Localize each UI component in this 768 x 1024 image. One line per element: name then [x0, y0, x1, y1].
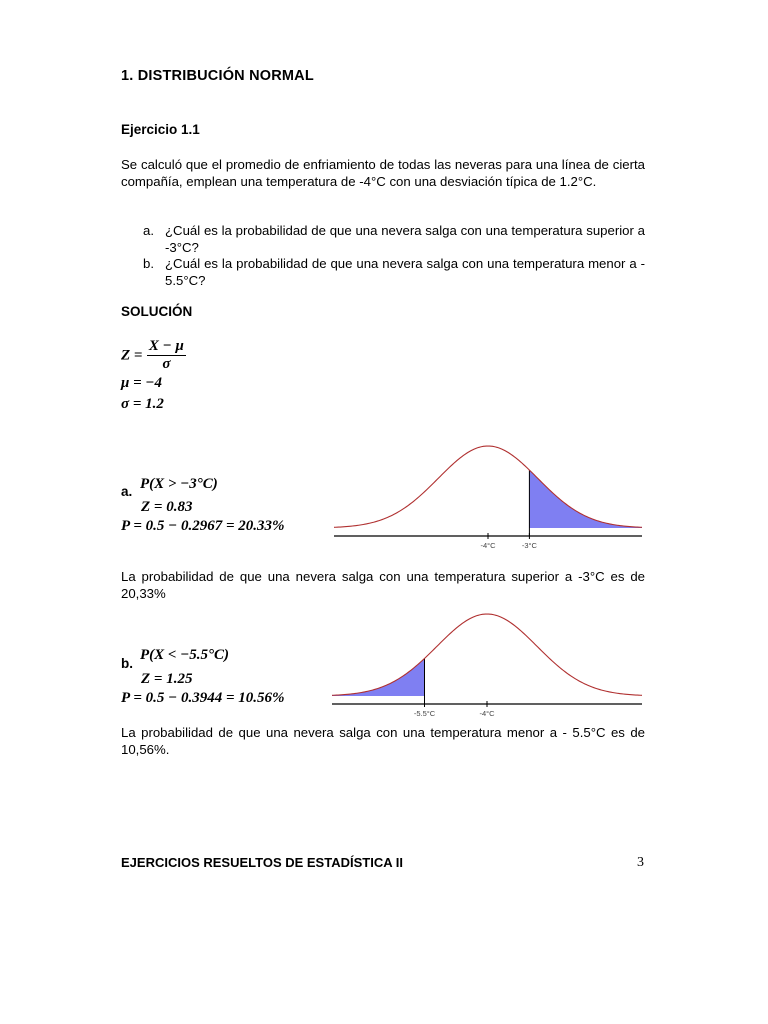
- page-number: 3: [637, 855, 644, 870]
- footer-title: EJERCICIOS RESUELTOS DE ESTADÍSTICA II: [121, 855, 403, 870]
- z-lhs: Z =: [121, 347, 143, 364]
- section-title: 1. DISTRIBUCIÓN NORMAL: [121, 68, 314, 84]
- part-a-result: La probabilidad de que una nevera salga con una temperatura superior a -3°C es de 20,33%: [121, 569, 645, 601]
- question-text: ¿Cuál es la probabilidad de que una nevera salga con una temperatura menor a - 5.5°C?: [165, 256, 645, 288]
- shaded-tail-area: [529, 470, 642, 528]
- z-formula: [121, 338, 186, 373]
- tick-label: -4°C: [479, 709, 495, 718]
- question-list: [143, 223, 645, 289]
- z-denominator: σ: [162, 356, 171, 372]
- part-b-marker: b.: [121, 656, 133, 671]
- density-curve: [334, 446, 642, 527]
- part-b-z: Z = 1.25: [141, 671, 193, 687]
- density-curve: [332, 614, 642, 695]
- part-b-result: La probabilidad de que una nevera salga con una temperatura menor a - 5.5°C es de 10,56%.: [121, 725, 645, 757]
- part-b-probability: P(X < −5.5°C): [140, 647, 230, 663]
- part-a-z: Z = 0.83: [141, 499, 193, 515]
- z-numerator: X − μ: [148, 338, 184, 354]
- question-item: [143, 223, 645, 256]
- normal-curve-a: [332, 440, 644, 552]
- part-a-probability: P(X > −3°C): [140, 476, 218, 492]
- tick-label: -4°C: [480, 541, 496, 550]
- intro-paragraph: Se calculó que el promedio de enfriamiento de todas las neveras para una línea de cierta compañía, emplean una temperatura de -4°C con una desviación típica de 1.2°C.: [121, 157, 645, 189]
- tick-label: -5.5°C: [413, 709, 436, 718]
- question-text: ¿Cuál es la probabilidad de que una nevera salga con una temperatura superior a -3°C?: [165, 223, 645, 255]
- z-fraction: [147, 338, 186, 373]
- tick-label: -3°C: [521, 541, 537, 550]
- sigma-value: σ = 1.2: [121, 396, 164, 412]
- part-b-p: P = 0.5 − 0.3944 = 10.56%: [121, 690, 285, 706]
- normal-curve-b: [330, 608, 644, 720]
- shaded-tail-area: [332, 658, 425, 696]
- question-marker: b.: [143, 256, 154, 271]
- exercise-title: Ejercicio 1.1: [121, 122, 200, 137]
- part-a-p: P = 0.5 − 0.2967 = 20.33%: [121, 518, 285, 534]
- solution-label: SOLUCIÓN: [121, 304, 193, 319]
- question-marker: a.: [143, 223, 154, 238]
- question-item: [143, 256, 645, 289]
- mu-value: μ = −4: [121, 375, 162, 391]
- part-a-marker: a.: [121, 484, 133, 499]
